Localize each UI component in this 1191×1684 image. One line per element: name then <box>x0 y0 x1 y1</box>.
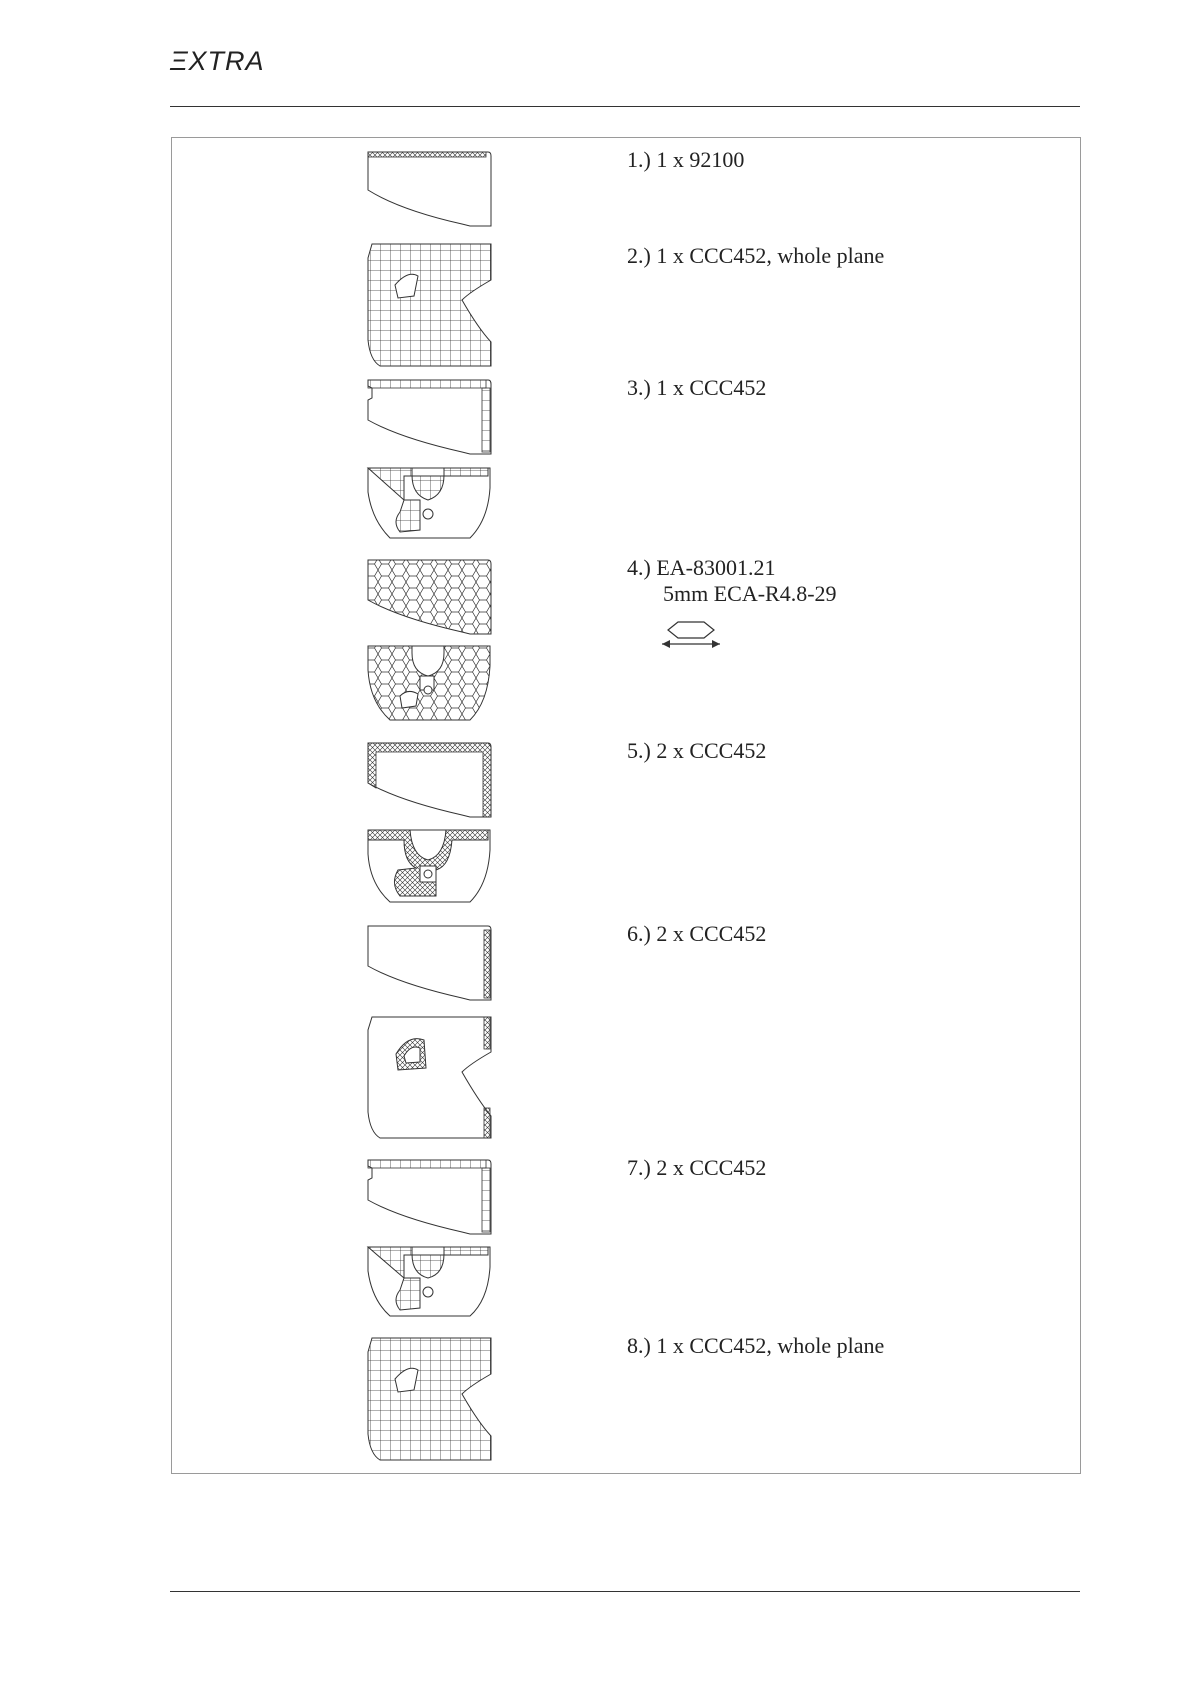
layer-6-drawing <box>368 926 491 1138</box>
layer-7-label: 7.) 2 x CCC452 <box>627 1155 767 1180</box>
extra-logo: ΞXTRA <box>170 46 265 76</box>
layer-1-label: 1.) 1 x 92100 <box>627 147 745 172</box>
layer-8-label: 8.) 1 x CCC452, whole plane <box>627 1333 885 1358</box>
layer-4-drawing <box>368 560 491 720</box>
layer-3-label: 3.) 1 x CCC452 <box>627 375 767 400</box>
layer-4-label: 4.) EA-83001.21 <box>627 555 776 580</box>
layer-5-drawing <box>368 743 491 902</box>
layer-6-label: 6.) 2 x CCC452 <box>627 921 767 946</box>
layer-4-sublabel: 5mm ECA-R4.8-29 <box>663 581 837 606</box>
layer-8-drawing <box>368 1338 491 1460</box>
footer-rule <box>170 1591 1080 1592</box>
layer-2-drawing <box>368 244 491 366</box>
layer-1-drawing <box>368 152 491 226</box>
layer-7-drawing <box>368 1160 491 1316</box>
fiber-orientation-arrow-icon <box>658 618 728 648</box>
layer-3-drawing <box>368 380 491 538</box>
layer-5-label: 5.) 2 x CCC452 <box>627 738 767 763</box>
layer-2-label: 2.) 1 x CCC452, whole plane <box>627 243 885 268</box>
